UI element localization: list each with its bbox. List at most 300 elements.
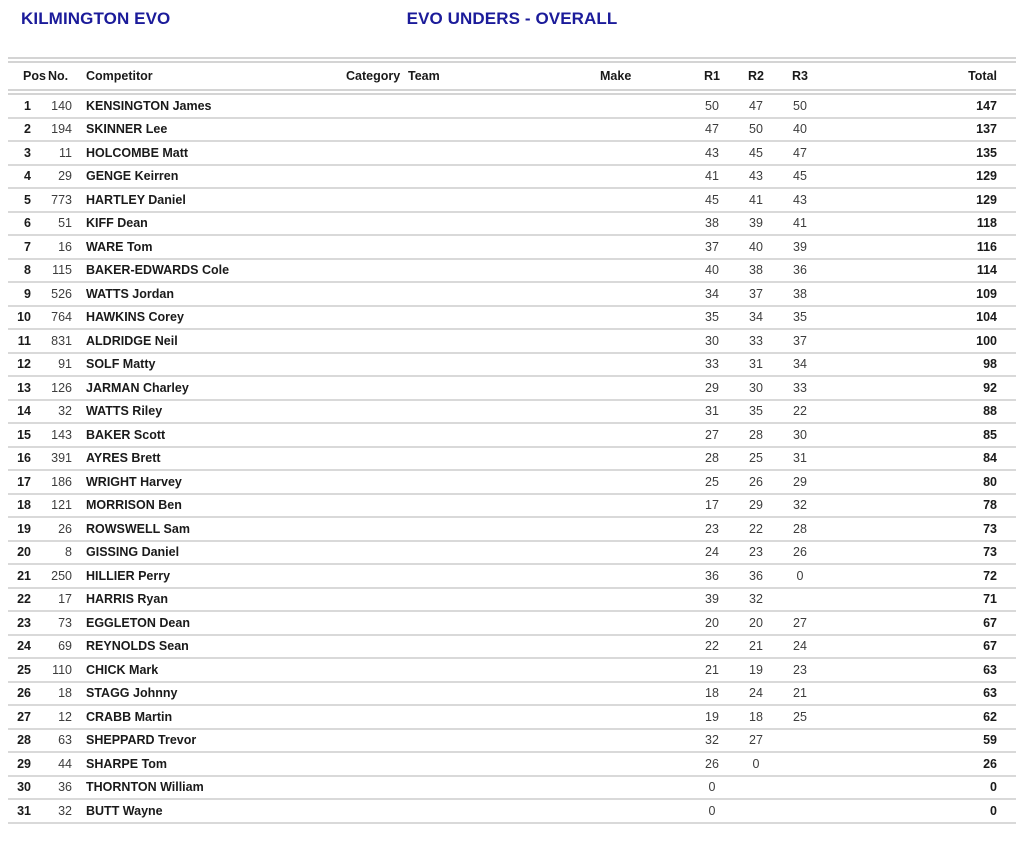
cell-make [592,235,690,259]
cell-r1: 26 [690,752,734,776]
cell-r2: 47 [734,92,778,118]
cell-make [592,682,690,706]
cell-competitor: SKINNER Lee [72,118,346,142]
cell-no: 29 [48,165,72,189]
cell-team [408,376,592,400]
cell-r3 [778,729,822,753]
cell-total: 0 [822,799,1016,823]
cell-total: 118 [822,212,1016,236]
table-row [8,447,1016,471]
cell-team [408,353,592,377]
table-row [8,729,1016,753]
cell-make [592,752,690,776]
cell-r3: 43 [778,188,822,212]
cell-team [408,141,592,165]
column-header-team: Team [408,60,592,92]
cell-no: 140 [48,92,72,118]
cell-pos: 12 [8,353,48,377]
cell-competitor: SOLF Matty [72,353,346,377]
cell-pos: 25 [8,658,48,682]
cell-r3: 35 [778,306,822,330]
cell-r2: 19 [734,658,778,682]
table-row [8,564,1016,588]
cell-category [346,776,408,800]
table-row [8,752,1016,776]
cell-team [408,705,592,729]
cell-team [408,188,592,212]
cell-make [592,541,690,565]
cell-pos: 16 [8,447,48,471]
cell-make [592,588,690,612]
cell-total: 63 [822,682,1016,706]
cell-pos: 1 [8,92,48,118]
cell-team [408,682,592,706]
table-row [8,400,1016,424]
cell-category [346,306,408,330]
cell-r3: 36 [778,259,822,283]
table-row [8,376,1016,400]
cell-total: 135 [822,141,1016,165]
cell-team [408,588,592,612]
cell-total: 84 [822,447,1016,471]
cell-total: 104 [822,306,1016,330]
cell-category [346,400,408,424]
cell-competitor: GISSING Daniel [72,541,346,565]
cell-competitor: KIFF Dean [72,212,346,236]
cell-make [592,658,690,682]
cell-team [408,729,592,753]
cell-total: 88 [822,400,1016,424]
cell-r2: 39 [734,212,778,236]
cell-category [346,282,408,306]
cell-pos: 7 [8,235,48,259]
cell-competitor: BUTT Wayne [72,799,346,823]
cell-no: 110 [48,658,72,682]
page-title: EVO UNDERS - OVERALL [406,9,618,28]
cell-r2: 26 [734,470,778,494]
table-row [8,165,1016,189]
table-row [8,658,1016,682]
cell-total: 67 [822,611,1016,635]
table-row [8,517,1016,541]
column-header-r3: R3 [778,60,822,92]
cell-total: 72 [822,564,1016,588]
cell-r2: 40 [734,235,778,259]
cell-total: 109 [822,282,1016,306]
cell-team [408,259,592,283]
cell-team [408,611,592,635]
cell-r1: 29 [690,376,734,400]
cell-pos: 29 [8,752,48,776]
cell-make [592,141,690,165]
cell-competitor: ROWSWELL Sam [72,517,346,541]
cell-team [408,635,592,659]
cell-no: 8 [48,541,72,565]
cell-pos: 9 [8,282,48,306]
cell-no: 73 [48,611,72,635]
cell-competitor: HOLCOMBE Matt [72,141,346,165]
cell-total: 137 [822,118,1016,142]
cell-competitor: AYRES Brett [72,447,346,471]
cell-pos: 6 [8,212,48,236]
table-row [8,92,1016,118]
cell-team [408,752,592,776]
cell-no: 91 [48,353,72,377]
cell-pos: 13 [8,376,48,400]
column-header-no: No. [48,60,72,92]
cell-r3: 21 [778,682,822,706]
cell-pos: 15 [8,423,48,447]
cell-no: 36 [48,776,72,800]
results-table-body [8,92,1016,823]
cell-category [346,752,408,776]
cell-pos: 23 [8,611,48,635]
cell-team [408,658,592,682]
cell-no: 194 [48,118,72,142]
cell-total: 63 [822,658,1016,682]
column-header-make: Make [592,60,690,92]
cell-no: 17 [48,588,72,612]
cell-no: 32 [48,400,72,424]
cell-r1: 0 [690,776,734,800]
table-header-row [8,60,1016,92]
cell-make [592,729,690,753]
cell-category [346,517,408,541]
cell-r2 [734,776,778,800]
cell-category [346,329,408,353]
cell-category [346,611,408,635]
table-row [8,118,1016,142]
cell-category [346,141,408,165]
table-row [8,799,1016,823]
cell-category [346,564,408,588]
table-row [8,705,1016,729]
cell-total: 129 [822,165,1016,189]
cell-r1: 17 [690,494,734,518]
cell-r3: 0 [778,564,822,588]
cell-category [346,799,408,823]
cell-r2: 50 [734,118,778,142]
cell-make [592,92,690,118]
cell-competitor: HILLIER Perry [72,564,346,588]
cell-category [346,423,408,447]
cell-r1: 32 [690,729,734,753]
cell-team [408,235,592,259]
cell-r1: 24 [690,541,734,565]
cell-pos: 10 [8,306,48,330]
table-row [8,235,1016,259]
cell-category [346,682,408,706]
cell-make [592,376,690,400]
cell-category [346,92,408,118]
cell-pos: 24 [8,635,48,659]
cell-competitor: BAKER-EDWARDS Cole [72,259,346,283]
cell-pos: 4 [8,165,48,189]
table-row [8,188,1016,212]
event-title: KILMINGTON EVO [21,9,171,28]
table-row [8,329,1016,353]
table-row [8,423,1016,447]
column-header-r1: R1 [690,60,734,92]
cell-no: 773 [48,188,72,212]
cell-r2: 30 [734,376,778,400]
cell-r2: 18 [734,705,778,729]
table-header [8,60,1016,92]
cell-pos: 28 [8,729,48,753]
cell-no: 186 [48,470,72,494]
cell-pos: 27 [8,705,48,729]
cell-pos: 31 [8,799,48,823]
cell-r2: 0 [734,752,778,776]
cell-no: 11 [48,141,72,165]
cell-total: 62 [822,705,1016,729]
column-header-total: Total [822,60,1016,92]
cell-category [346,588,408,612]
cell-team [408,470,592,494]
cell-r1: 39 [690,588,734,612]
cell-pos: 19 [8,517,48,541]
table-row [8,611,1016,635]
cell-no: 526 [48,282,72,306]
cell-no: 831 [48,329,72,353]
column-header-pos: Pos [8,60,48,92]
cell-no: 18 [48,682,72,706]
cell-r3: 37 [778,329,822,353]
cell-make [592,705,690,729]
cell-r1: 45 [690,188,734,212]
cell-total: 92 [822,376,1016,400]
cell-total: 116 [822,235,1016,259]
cell-category [346,376,408,400]
cell-r1: 31 [690,400,734,424]
cell-r3: 31 [778,447,822,471]
cell-no: 250 [48,564,72,588]
cell-make [592,799,690,823]
cell-pos: 14 [8,400,48,424]
cell-category [346,118,408,142]
results-table-container [8,57,1016,824]
cell-category [346,235,408,259]
cell-r3 [778,799,822,823]
cell-team [408,92,592,118]
table-row [8,682,1016,706]
cell-make [592,329,690,353]
cell-total: 147 [822,92,1016,118]
cell-r1: 50 [690,92,734,118]
cell-r3: 32 [778,494,822,518]
cell-r1: 43 [690,141,734,165]
cell-r3: 47 [778,141,822,165]
cell-r3: 41 [778,212,822,236]
cell-competitor: HARRIS Ryan [72,588,346,612]
cell-r3: 40 [778,118,822,142]
cell-team [408,517,592,541]
cell-make [592,400,690,424]
cell-team [408,799,592,823]
cell-r1: 35 [690,306,734,330]
cell-competitor: WATTS Jordan [72,282,346,306]
cell-r3: 26 [778,541,822,565]
cell-r2: 27 [734,729,778,753]
cell-no: 12 [48,705,72,729]
cell-r3: 50 [778,92,822,118]
cell-pos: 20 [8,541,48,565]
cell-category [346,635,408,659]
cell-r2: 31 [734,353,778,377]
cell-no: 44 [48,752,72,776]
cell-team [408,306,592,330]
cell-r1: 20 [690,611,734,635]
cell-total: 78 [822,494,1016,518]
cell-make [592,611,690,635]
table-row [8,282,1016,306]
cell-no: 391 [48,447,72,471]
cell-competitor: SHARPE Tom [72,752,346,776]
cell-r1: 23 [690,517,734,541]
cell-r2: 41 [734,188,778,212]
results-table [8,57,1016,824]
cell-pos: 3 [8,141,48,165]
cell-r1: 21 [690,658,734,682]
cell-no: 143 [48,423,72,447]
cell-r3: 39 [778,235,822,259]
cell-r1: 34 [690,282,734,306]
cell-team [408,165,592,189]
cell-make [592,494,690,518]
cell-category [346,494,408,518]
cell-total: 80 [822,470,1016,494]
cell-make [592,165,690,189]
cell-r1: 38 [690,212,734,236]
cell-competitor: ALDRIDGE Neil [72,329,346,353]
cell-total: 100 [822,329,1016,353]
cell-r2: 20 [734,611,778,635]
cell-make [592,423,690,447]
cell-pos: 5 [8,188,48,212]
cell-r2: 35 [734,400,778,424]
cell-team [408,447,592,471]
cell-make [592,470,690,494]
cell-pos: 11 [8,329,48,353]
cell-competitor: KENSINGTON James [72,92,346,118]
cell-make [592,564,690,588]
cell-team [408,564,592,588]
cell-competitor: HAWKINS Corey [72,306,346,330]
cell-r3: 28 [778,517,822,541]
cell-make [592,635,690,659]
cell-r1: 47 [690,118,734,142]
cell-total: 59 [822,729,1016,753]
cell-r2: 38 [734,259,778,283]
cell-make [592,306,690,330]
cell-make [592,447,690,471]
cell-no: 115 [48,259,72,283]
cell-r1: 37 [690,235,734,259]
table-row [8,470,1016,494]
cell-pos: 26 [8,682,48,706]
cell-make [592,353,690,377]
cell-r3: 22 [778,400,822,424]
cell-category [346,658,408,682]
cell-team [408,494,592,518]
cell-no: 32 [48,799,72,823]
cell-category [346,188,408,212]
cell-competitor: REYNOLDS Sean [72,635,346,659]
cell-competitor: THORNTON William [72,776,346,800]
cell-competitor: BAKER Scott [72,423,346,447]
cell-competitor: WRIGHT Harvey [72,470,346,494]
cell-total: 71 [822,588,1016,612]
cell-make [592,259,690,283]
cell-r3: 24 [778,635,822,659]
cell-pos: 22 [8,588,48,612]
cell-category [346,212,408,236]
cell-team [408,776,592,800]
cell-competitor: GENGE Keirren [72,165,346,189]
cell-no: 121 [48,494,72,518]
column-header-competitor: Competitor [72,60,346,92]
cell-pos: 17 [8,470,48,494]
table-row [8,635,1016,659]
cell-r2: 32 [734,588,778,612]
column-header-r2: R2 [734,60,778,92]
cell-r1: 27 [690,423,734,447]
cell-make [592,212,690,236]
cell-r1: 22 [690,635,734,659]
cell-r1: 18 [690,682,734,706]
cell-r2: 24 [734,682,778,706]
table-row [8,212,1016,236]
cell-no: 69 [48,635,72,659]
cell-r3: 25 [778,705,822,729]
cell-make [592,188,690,212]
cell-r2: 45 [734,141,778,165]
cell-no: 26 [48,517,72,541]
cell-competitor: SHEPPARD Trevor [72,729,346,753]
table-row [8,776,1016,800]
cell-total: 0 [822,776,1016,800]
cell-total: 114 [822,259,1016,283]
cell-category [346,541,408,565]
cell-r2: 23 [734,541,778,565]
cell-r2: 33 [734,329,778,353]
cell-competitor: CHICK Mark [72,658,346,682]
cell-competitor: EGGLETON Dean [72,611,346,635]
cell-team [408,400,592,424]
table-row [8,141,1016,165]
table-row [8,541,1016,565]
table-row [8,353,1016,377]
cell-r3: 29 [778,470,822,494]
cell-r2: 22 [734,517,778,541]
cell-r1: 40 [690,259,734,283]
cell-competitor: CRABB Martin [72,705,346,729]
cell-r3: 30 [778,423,822,447]
cell-r3: 38 [778,282,822,306]
cell-team [408,423,592,447]
cell-r2 [734,799,778,823]
cell-competitor: JARMAN Charley [72,376,346,400]
cell-pos: 2 [8,118,48,142]
cell-r2: 28 [734,423,778,447]
cell-r3: 33 [778,376,822,400]
cell-no: 764 [48,306,72,330]
cell-competitor: STAGG Johnny [72,682,346,706]
cell-no: 16 [48,235,72,259]
cell-total: 85 [822,423,1016,447]
cell-make [592,517,690,541]
cell-category [346,165,408,189]
